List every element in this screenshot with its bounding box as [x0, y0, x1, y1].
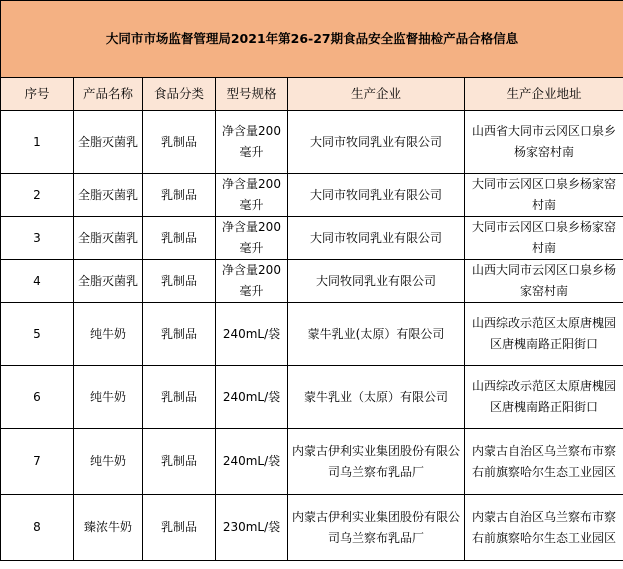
- cell-no: 1: [1, 111, 74, 174]
- cell-spec: 净含量200毫升: [216, 174, 288, 217]
- header-address: 生产企业地址: [465, 78, 623, 111]
- cell-company: 内蒙古伊利实业集团股份有限公司乌兰察布乳品厂: [288, 495, 465, 561]
- cell-category: 乳制品: [143, 366, 216, 429]
- cell-spec: 净含量200毫升: [216, 260, 288, 303]
- cell-name: 纯牛奶: [74, 429, 143, 495]
- cell-company: 大同市牧同乳业有限公司: [288, 111, 465, 174]
- cell-name: 纯牛奶: [74, 366, 143, 429]
- header-category: 食品分类: [143, 78, 216, 111]
- cell-address: 大同市云冈区口泉乡杨家窑村南: [465, 217, 623, 260]
- cell-company: 蒙牛乳业(太原）有限公司: [288, 303, 465, 366]
- cell-name: 纯牛奶: [74, 303, 143, 366]
- table-row: [1, 495, 623, 561]
- cell-spec: 240mL/袋: [216, 366, 288, 429]
- cell-spec: 净含量200毫升: [216, 111, 288, 174]
- header-name: 产品名称: [74, 78, 143, 111]
- cell-address: 山西综改示范区太原唐槐园区唐槐南路正阳街口: [465, 366, 623, 429]
- cell-name: 全脂灭菌乳: [74, 174, 143, 217]
- cell-name: 全脂灭菌乳: [74, 260, 143, 303]
- table-row: [1, 260, 623, 303]
- cell-no: 3: [1, 217, 74, 260]
- cell-company: 蒙牛乳业（太原）有限公司: [288, 366, 465, 429]
- title-row: [1, 1, 623, 78]
- cell-company: 内蒙古伊利实业集团股份有限公司乌兰察布乳品厂: [288, 429, 465, 495]
- cell-name: 臻浓牛奶: [74, 495, 143, 561]
- cell-company: 大同市牧同乳业有限公司: [288, 217, 465, 260]
- cell-no: 8: [1, 495, 74, 561]
- table-row: [1, 366, 623, 429]
- cell-category: 乳制品: [143, 303, 216, 366]
- cell-category: 乳制品: [143, 495, 216, 561]
- page-title: 大同市市场监督管理局2021年第26-27期食品安全监督抽检产品合格信息: [1, 1, 623, 78]
- cell-address: 山西省大同市云冈区口泉乡杨家窑村南: [465, 111, 623, 174]
- header-no: 序号: [1, 78, 74, 111]
- cell-spec: 240mL/袋: [216, 303, 288, 366]
- table-row: [1, 217, 623, 260]
- cell-category: 乳制品: [143, 429, 216, 495]
- cell-name: 全脂灭菌乳: [74, 111, 143, 174]
- cell-address: 山西综改示范区太原唐槐园区唐槐南路正阳街口: [465, 303, 623, 366]
- cell-category: 乳制品: [143, 260, 216, 303]
- table-row: [1, 111, 623, 174]
- cell-no: 6: [1, 366, 74, 429]
- cell-category: 乳制品: [143, 111, 216, 174]
- cell-category: 乳制品: [143, 174, 216, 217]
- cell-company: 大同牧同乳业有限公司: [288, 260, 465, 303]
- header-company: 生产企业: [288, 78, 465, 111]
- header-spec: 型号规格: [216, 78, 288, 111]
- table-row: [1, 303, 623, 366]
- cell-address: 内蒙古自治区乌兰察布市察右前旗察哈尔生态工业园区: [465, 495, 623, 561]
- cell-address: 大同市云冈区口泉乡杨家窑村南: [465, 174, 623, 217]
- cell-name: 全脂灭菌乳: [74, 217, 143, 260]
- cell-no: 4: [1, 260, 74, 303]
- header-row: [1, 78, 623, 111]
- cell-address: 山西大同市云冈区口泉乡杨家窑村南: [465, 260, 623, 303]
- cell-spec: 240mL/袋: [216, 429, 288, 495]
- table-row: [1, 429, 623, 495]
- cell-spec: 230mL/袋: [216, 495, 288, 561]
- cell-category: 乳制品: [143, 217, 216, 260]
- cell-company: 大同市牧同乳业有限公司: [288, 174, 465, 217]
- cell-no: 2: [1, 174, 74, 217]
- cell-address: 内蒙古自治区乌兰察布市察右前旗察哈尔生态工业园区: [465, 429, 623, 495]
- cell-no: 7: [1, 429, 74, 495]
- cell-spec: 净含量200毫升: [216, 217, 288, 260]
- table-row: [1, 174, 623, 217]
- cell-no: 5: [1, 303, 74, 366]
